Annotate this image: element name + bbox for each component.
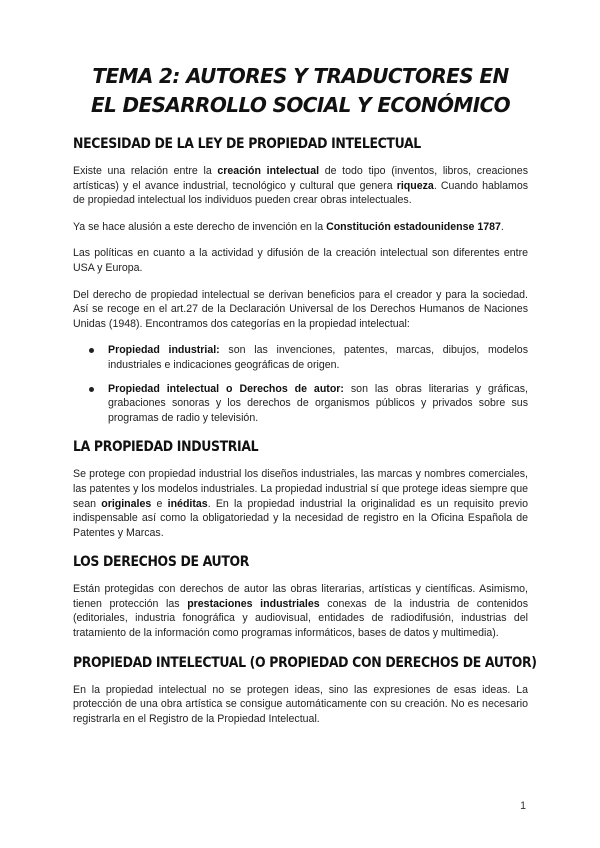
text-run: . Cuando hablamos de propiedad intelectual los individuos pueden crear obras intelectuales. — [73, 179, 529, 207]
title-line-2: EL DESARROLLO SOCIAL Y ECONÓMICO — [90, 93, 511, 117]
text-run: Ya se hace alusión a este derecho de invención en la — [73, 220, 327, 233]
text-run: Existe una relación entre la — [73, 165, 218, 177]
paragraph-beneficios: Del derecho de propiedad intelectual se derivan beneficios para el creador y para la sociedad. Así se recoge en el art.27 de la Declaración Universal de los Derechos Humanos de Naciones Unidas (1948). Encontramos dos categorías en la propiedad intelectual: — [73, 288, 528, 330]
categories-list — [73, 343, 528, 425]
section-heading-propiedad-industrial: LA PROPIEDAD INDUSTRIAL — [73, 439, 259, 456]
list-item-propiedad-industrial — [108, 343, 528, 372]
text-run: Se protege con propiedad industrial los diseños industriales, las marcas y nombres comerciales, las patentes y los modelos industriales. La propiedad industrial sí que protege ideas siempre que sean — [73, 468, 528, 510]
document-title — [73, 62, 528, 120]
bold-term: Constitución estadounidense 1787 — [326, 220, 501, 233]
text-run: conexas de la industria de contenidos (editoriales, industria fonográfica y audiovisual, entidades de radiodifusión, industrias del tratamiento de la información como programas informáticos, bases de datos y multimedia). — [73, 597, 528, 640]
paragraph-politicas: Las políticas en cuanto a la actividad y difusión de la creación intelectual son diferentes entre USA y Europa. — [73, 247, 528, 274]
bold-term: prestaciones industriales — [187, 597, 320, 610]
text-run: . — [500, 220, 504, 233]
text-run: . En la propiedad industrial la originalidad es un requisito previo indispensable así como la obligatoriedad y la necesidad de registro en la Oficina Española de Patentes y Marcas. — [73, 497, 529, 539]
text-run: Están protegidas con derechos de autor las obras literarias, artísticas y científicas. Asimismo, tienen protección las — [73, 583, 528, 610]
title-line-1: TEMA 2: AUTORES Y TRADUCTORES EN — [92, 64, 509, 88]
text-run: son las invenciones, patentes, marcas, dibujos, modelos industriales e indicaciones geográficas de origen. — [108, 344, 528, 371]
paragraph-constitucion — [73, 220, 528, 235]
text-run: de todo tipo (inventos, libros, creaciones artísticas) y el avance industrial, tecnológico y cultural que genera — [73, 165, 528, 192]
paragraph-propiedad-intelectual: En la propiedad intelectual no se protegen ideas, sino las expresiones de esas ideas. La protección de una obra artística se consigue automáticamente con su creación. No es necesario registrarla en el Registro de la Propiedad Intelectual. — [73, 683, 528, 725]
bold-term: creación intelectual — [217, 165, 320, 177]
bold-term: riqueza — [396, 179, 434, 192]
section-heading-necesidad: NECESIDAD DE LA LEY DE PROPIEDAD INTELECTUAL — [73, 136, 421, 152]
bold-term: inéditas — [167, 497, 208, 510]
bold-term: Propiedad industrial: — [108, 344, 220, 357]
document-page — [73, 62, 537, 738]
section-heading-propiedad-intelectual: PROPIEDAD INTELECTUAL (O PROPIEDAD CON DERECHOS DE AUTOR) — [73, 654, 537, 671]
bold-term: Propiedad intelectual o Derechos de autor: — [108, 382, 344, 395]
paragraph-propiedad-industrial — [73, 467, 528, 540]
section-heading-derechos-autor: LOS DERECHOS DE AUTOR — [73, 554, 250, 571]
text-run: son las obras literarias y gráficas, grabaciones sonoras y los derechos de organismos públicos y privados sobre sus programas de radio y televisión. — [108, 382, 528, 424]
bold-term: originales — [101, 497, 152, 510]
text-run: e — [151, 497, 168, 510]
page-number: 1 — [520, 800, 526, 812]
list-item-derechos-autor — [108, 382, 528, 426]
paragraph-derechos-autor — [73, 582, 528, 640]
paragraph-creacion-intelectual — [73, 164, 528, 208]
